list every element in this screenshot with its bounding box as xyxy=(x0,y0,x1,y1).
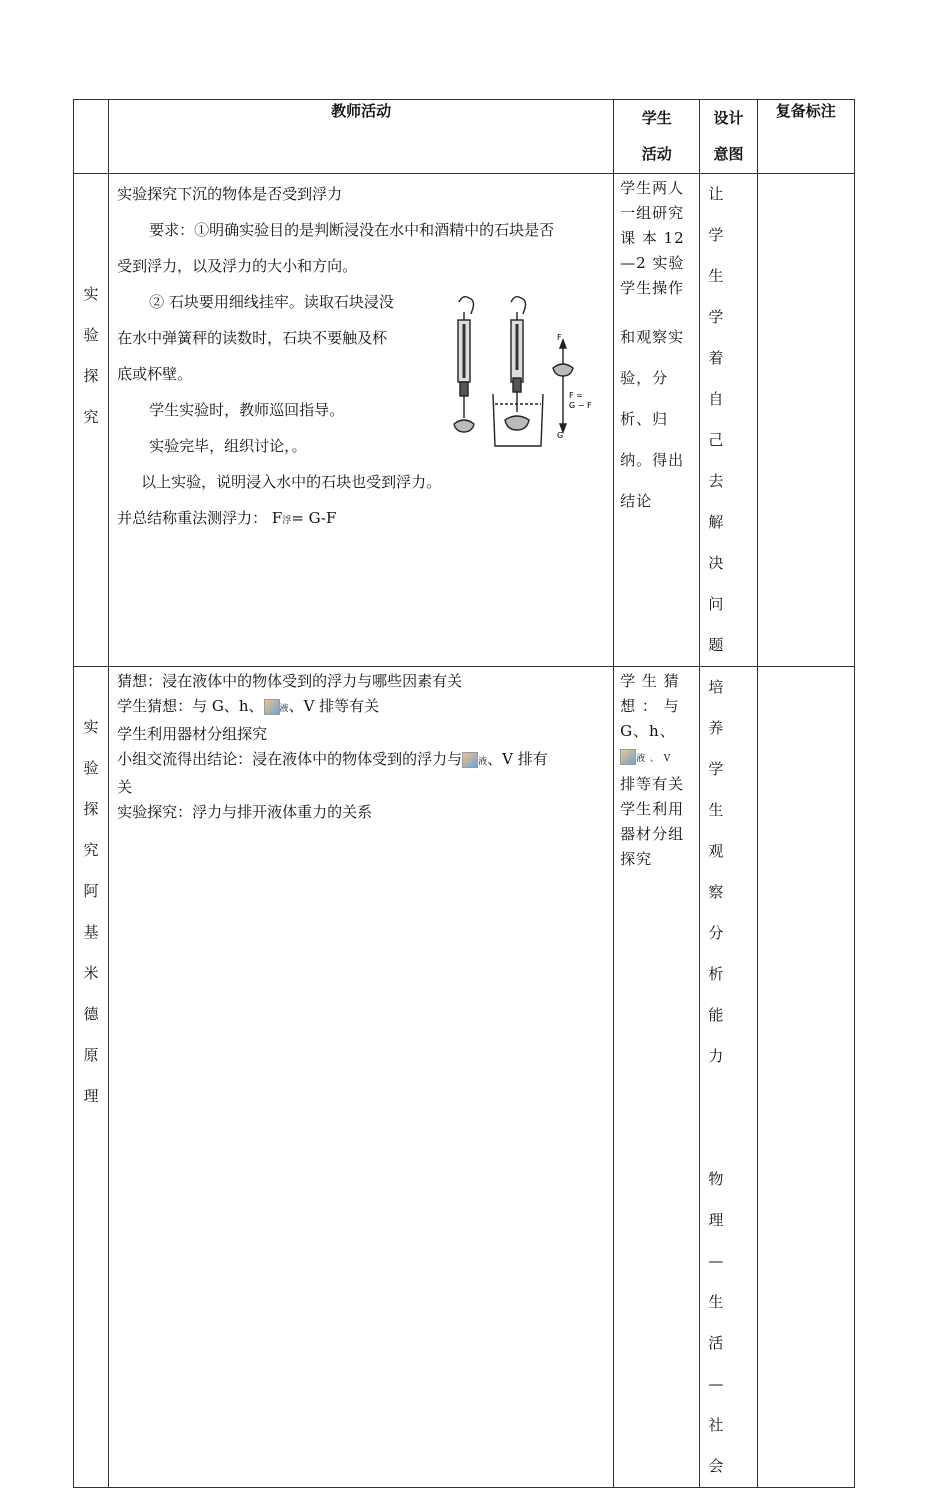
review-notes-cell xyxy=(757,174,854,667)
lesson-plan-table xyxy=(73,99,855,1488)
activity-title: 实验探究下沉的物体是否受到浮力 xyxy=(117,185,343,203)
header-blank-cell xyxy=(74,100,109,174)
rho-image-icon xyxy=(620,749,636,765)
teacher-activity-cell-2: 猜想：浸在液体中的物体受到的浮力与哪些因素有关 学生猜想：与 G、h、 液、V 排等有关 学生利用器材分组探究 小组交流得出结论：浸在液体中的物体受到的浮力与 液、V 排有 关 实验探究：浮力与排开液体重力的关系 xyxy=(109,667,614,1488)
row-sinking-buoyancy xyxy=(74,174,855,667)
header-row xyxy=(74,100,855,174)
design-intent-cell-2: 培 养 学 生 观 察 分 析 能力 物 理 — 生 活 — 社会 xyxy=(700,667,757,1488)
section-label-experiment: 实 验 探 究 xyxy=(74,174,109,667)
label-gravity: G xyxy=(557,431,564,440)
spring-scale-figure xyxy=(439,290,599,452)
label-force: F xyxy=(557,333,562,342)
label-eq1: F = xyxy=(569,391,583,400)
rho-image-icon xyxy=(462,752,478,768)
label-eq2: G − F xyxy=(569,401,592,410)
row-archimedes xyxy=(74,667,855,1488)
teacher-activity-cell: 实验探究下沉的物体是否受到浮力 要求：①明确实验目的是判断浸没在水中和酒精中的石块是否 受到浮力，以及浮力的大小和方向。 ② 石块要用细线挂牢。读取石块浸没 在水中弹簧秤的读数时，石块不要触及杯 底或杯壁。 学生实验时，教师巡回指导。 实验完毕，组织讨论，。 以上实验，说明浸入水中的石块也受到浮力。 并总结称重法测浮力： F浮= G-F F F = G − F G xyxy=(109,174,614,667)
header-design-intent: 设计 意图 xyxy=(700,100,757,174)
header-teacher-activity: 教师活动 xyxy=(109,100,614,174)
student-activity-cell: 学生两人 一组研究 课 本 12 —2 实验 学生操作 和观察实 验，分 析、归 纳。得出 结论 xyxy=(614,174,700,667)
review-notes-cell-2 xyxy=(757,667,854,1488)
student-activity-cell-2: 学 生 猜 想 ： 与 G、h、 液 、 V 排等有关 学生利用 器材分组 探究 xyxy=(614,667,700,1488)
header-review-notes: 复备标注 xyxy=(757,100,854,174)
rho-image-icon xyxy=(264,699,280,715)
formula-line: 并总结称重法测浮力： F浮= G-F xyxy=(117,509,337,527)
design-intent-cell: 让 学 生 学 着 自 己 去 解 决 问题 xyxy=(700,174,757,667)
section-label-archimedes: 实 验 探 究 阿 基 米 德 原 理 xyxy=(74,667,109,1488)
header-student-activity: 学生 活动 xyxy=(614,100,700,174)
